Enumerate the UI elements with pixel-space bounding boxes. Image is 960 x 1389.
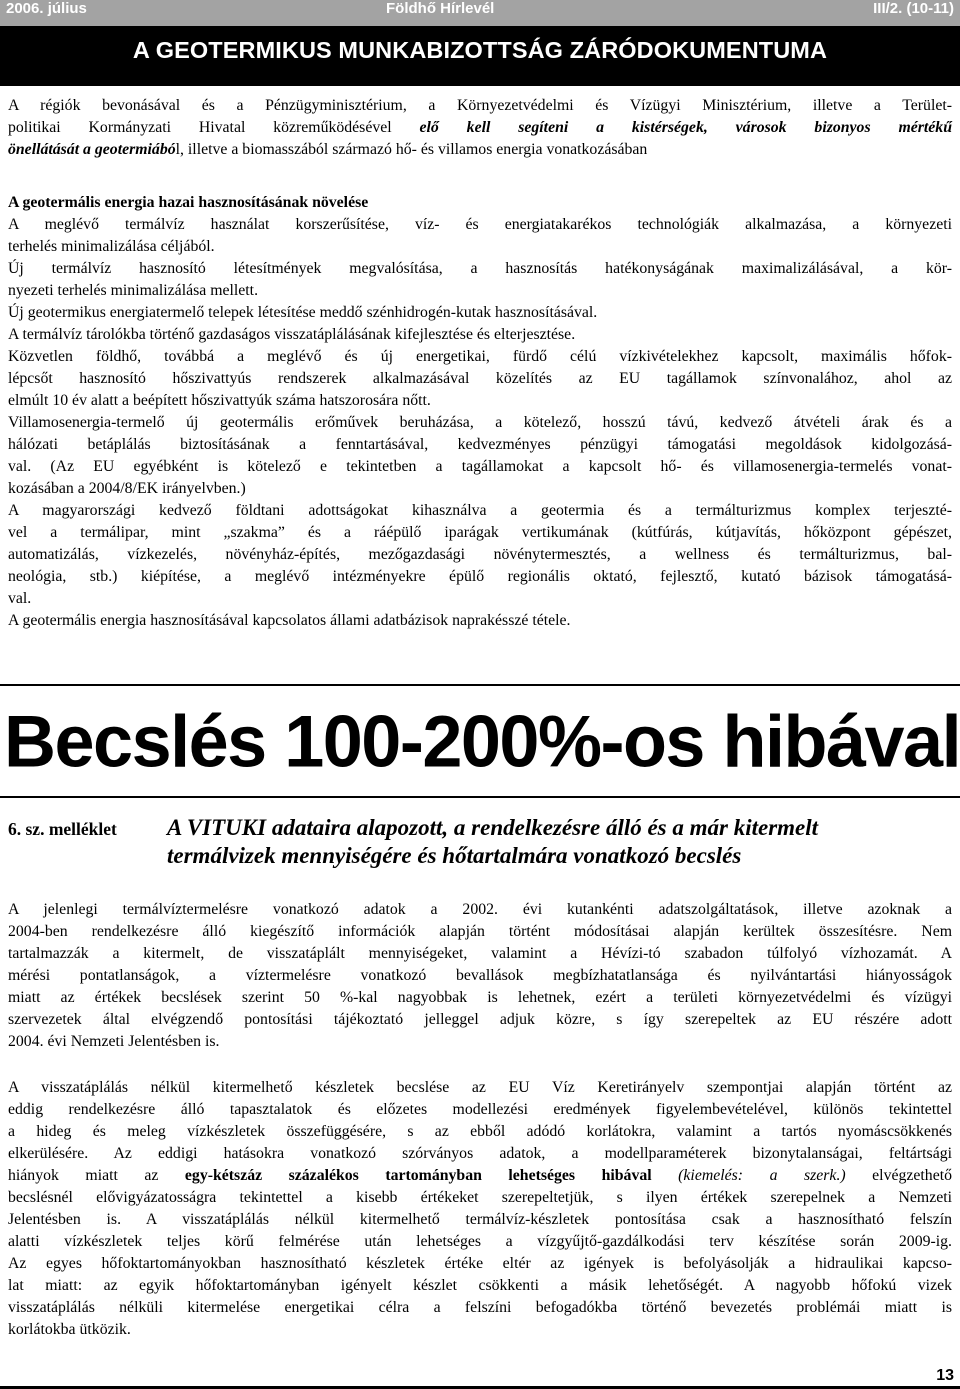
text-line: terhelés minimalizálása céljából. — [8, 238, 215, 255]
intro-line: önellátását a geotermiából, illetve a biomasszából származó hő- és villamos energia vonatkozásában — [8, 141, 648, 158]
text-line: korlátokba ütközik. — [8, 1321, 131, 1338]
text-line: A magyarországi kedvező földtani adottságokat kihasználva a geotermia és a termálturizmus komplex terjeszté- — [8, 502, 952, 519]
annex-title-line: A VITUKI adataira alapozott, a rendelkezésre álló és a már kitermelt — [167, 815, 819, 840]
big-headline — [0, 692, 960, 792]
text-line: tartalmazzák a kitermelt, de visszatáplált mennyiségeket, valamint a Hévízi-tó szabadon túlfolyó vízhozamát. A — [8, 945, 952, 962]
text-line: val. — [8, 590, 32, 607]
text-line: Jelentésben is. A visszatáplálás nélkül kitermelhető termálvíz-készletek pontosítása csak a hasznosítható felszín — [8, 1211, 952, 1228]
text-line: 2004-ben rendelkezésre álló kiegészítő információk alapján történt módosításai alapján kerültek összesítésre. Nem — [8, 923, 952, 940]
text-line: hiányok miatt az egy-kétszáz százalékos tartományban lehetséges hibával (kiemelés: a szerk.) elvégzethető — [8, 1167, 952, 1184]
text-line: nyezeti terhelés minimalizálása mellett. — [8, 282, 259, 299]
title-banner — [0, 26, 960, 86]
divider — [0, 684, 960, 686]
text-line: Az egyes hőfoktartományokban hasznosítható készletek értéke eltér az igények is befolyásolják a hidraulikai kapcso- — [8, 1255, 952, 1272]
text-line: A geotermális energia hasznosításával kapcsolatos állami adatbázisok naprakésszé tétele. — [8, 612, 571, 629]
text-line: becslésnél elővigyázatosságra tekintettel a kisebb értékeket szerepeltetjük, s ilyen értékek szerepelnek a Nemzeti — [8, 1189, 952, 1206]
divider — [0, 796, 960, 798]
text-line: mérési pontatlanságok, a víztermelésre vonatkozó bevallások megbízhatatlansága és nyilvántartási hiányosságok — [8, 967, 952, 984]
intro-paragraph — [8, 95, 952, 161]
annex-title-line: termálvizek mennyiségére és hőtartalmára vonatkozó becslés — [167, 843, 742, 868]
text-line: hálózati betáplálás biztosításának a fenntartásával, kedvezményes pénzügyi támogatási megoldások kidolgozásá- — [8, 436, 952, 453]
text-line: neológia, stb.) kiépítése, a meglévő intézményekre épülő regionális oktató, fejlesztő, kutató bázisok támogatásá- — [8, 568, 952, 585]
header-date: 2006. július — [6, 0, 87, 17]
text-line: Új termálvíz hasznosító létesítmények megvalósítása, a hasznosítás hatékonyságának maximalizálásával, a kör- — [8, 260, 952, 277]
text-line: miatt az értékek becslések szerint 50 %-kal nagyobbak is lehetnek, ezért a területi környezetvédelmi és vízügyi — [8, 989, 952, 1006]
text-line: A termálvíz tárolókba történő gazdaságos visszatáplálásának kifejlesztése és elterjesztése. — [8, 326, 576, 343]
text-line: A meglévő termálvíz használat korszerűsítése, víz- és energiatakarékos technológiák alkalmazása, a környezeti — [8, 216, 952, 233]
banner-title: A GEOTERMIKUS MUNKABIZOTTSÁG ZÁRÓDOKUMENTUMA — [132, 37, 828, 63]
annex-title — [167, 814, 818, 870]
section-heading: A geotermális energia hazai hasznosításának növelése — [8, 194, 369, 211]
text-line: alatti vízkészletek teljes körű felmérése után lehetséges a vízgyűjtő-gazdálkodási terv készítése során 2009-ig. — [8, 1233, 952, 1250]
text-line: vel a termálipar, mint „szakma” és a ráépülő iparágak vertikumának (kútfúrás, kútjavítás, hőközpont gépészet, — [8, 524, 952, 541]
intro-line: politikai Kormányzati Hivatal közreműködésével elő kell segíteni a kistérségek, városok bizonyos mértékű — [8, 119, 952, 136]
text-line: automatizálás, vízkezelés, növényház-építés, mezőgazdasági növénytermesztés, a wellness és termálturizmus, bal- — [8, 546, 952, 563]
text-line: kozásában a 2004/8/EK irányelvben.) — [8, 480, 246, 497]
text-line: Közvetlen földhő, továbbá a meglévő és új energetikai, fürdő célú vízkivételekhez kapcsolt, maximális hőfok- — [8, 348, 952, 365]
page-header — [0, 0, 960, 26]
text-line: a hideg és meleg vízkészletek összefüggésére, s az ebből adódó korlátokra, valamint a tartós nyomáscsökkenés — [8, 1123, 952, 1140]
header-publication: Földhő Hírlevél — [386, 0, 495, 17]
text-line: lépcsőt hasznosító hőszivattyús rendszerek alkalmazásával közelítés az EU tagállamok színvonalához, ahol az — [8, 370, 952, 387]
text-line: 2004. évi Nemzeti Jelentésben is. — [8, 1033, 220, 1050]
text-line: visszatáplálás nélküli kitermelése energetikai célra a felszíni befogadókba történő bevezetés problémái miatt is — [8, 1299, 952, 1316]
text-line: val. (Az EU egyébként is kötelező e tekintetben a tagállamokat a kapcsolt hő- és villamosenergia-termelés vonat- — [8, 458, 952, 475]
text-line: Villamosenergia-termelő új geotermális erőművek beruházása, a kötelező, hosszú távú, kedvező átvételi árak és a — [8, 414, 952, 431]
section-body — [8, 214, 952, 632]
page-number: 13 — [936, 1367, 954, 1384]
text-line: eddig rendelkezésre álló tapasztalatok és előzetes modellezési eredmények figyelembevételével, különös tekintettel — [8, 1101, 952, 1118]
big-headline-text: Becslés 100-200%-os hibával — [4, 701, 960, 783]
paragraph-2 — [8, 1077, 952, 1341]
text-line: elmúlt 10 év alatt a beépített hőszivattyúk száma hatszorosára nőtt. — [8, 392, 431, 409]
text-line: A visszatáplálás nélkül kitermelhető készletek becslése az EU Víz Keretirányelv szempontjai alapján történt az — [8, 1079, 952, 1096]
paragraph-1 — [8, 899, 952, 1053]
text-line: elkerülésére. Az eddigi hatásokra vonatkozó szórványos adatok, a modellparaméterek bizonytalanságai, feltártsági — [8, 1145, 952, 1162]
intro-line: A régiók bevonásával és a Pénzügyminisztérium, a Környezetvédelmi és Vízügyi Minisztérium, illetve a Terület- — [8, 97, 952, 114]
text-line: A jelenlegi termálvíztermelésre vonatkozó adatok a 2002. évi kutankénti adatszolgáltatások, illetve azoknak a — [8, 901, 952, 918]
annex-label: 6. sz. melléklet — [8, 819, 117, 839]
section-block — [8, 192, 952, 632]
text-line: Új geotermikus energiatermelő telepek létesítése meddő szénhidrogén-kutak hasznosításával. — [8, 304, 598, 321]
text-line: szervezetek által elvégzendő pontosítási tájékoztató jelleggel adjuk közre, s így szerepeltek az EU részére adott — [8, 1011, 952, 1028]
header-issue: III/2. (10-11) — [873, 0, 954, 17]
text-line: lat miatt: az egyik hőfoktartományban igényelt készlet csökkenti a másik lehetőségét. A nagyobb hőfokú vizek — [8, 1277, 952, 1294]
